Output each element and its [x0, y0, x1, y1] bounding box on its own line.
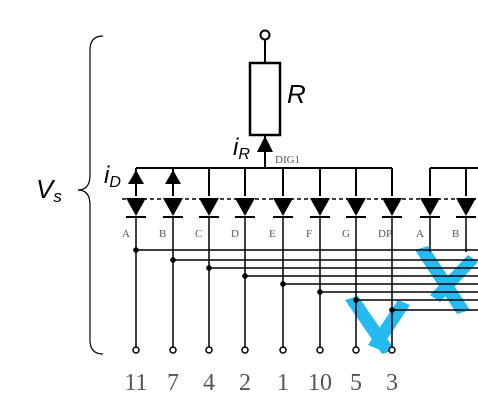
pin-number: 11 [124, 370, 148, 396]
resistor-label: R [287, 79, 306, 109]
segment-label: A [416, 228, 424, 240]
segment-label: E [269, 228, 276, 240]
pin-number: 3 [386, 370, 398, 396]
resistor [250, 63, 280, 135]
pin-number: 10 [308, 370, 332, 396]
segment-label: F [306, 228, 313, 240]
current-arrow-d-2 [165, 170, 181, 184]
pin-number: 4 [203, 370, 215, 396]
pin-number: 5 [350, 370, 362, 396]
pin-numbers [124, 370, 398, 396]
led-right-a [420, 198, 440, 252]
segment-label: A [122, 228, 130, 240]
segment-label: C [195, 228, 203, 240]
voltage-label: Vs [36, 174, 62, 206]
voltage-brace [78, 36, 103, 354]
current-arrow-d-1 [128, 170, 144, 184]
current-r-label: iR [233, 134, 250, 163]
pin-number: 2 [239, 370, 251, 396]
digit-label: DIG1 [275, 154, 301, 166]
current-d-label: iD [104, 162, 121, 191]
segment-label: DP [378, 228, 393, 240]
current-arrow-r [257, 136, 273, 152]
segment-label: B [159, 228, 167, 240]
pin-number: 1 [277, 370, 289, 396]
segment-label: B [452, 228, 460, 240]
segment-label: G [342, 228, 350, 240]
pin-number: 7 [167, 370, 179, 396]
segment-label: D [231, 228, 239, 240]
led-a [126, 168, 146, 353]
supply-terminal [261, 31, 270, 40]
